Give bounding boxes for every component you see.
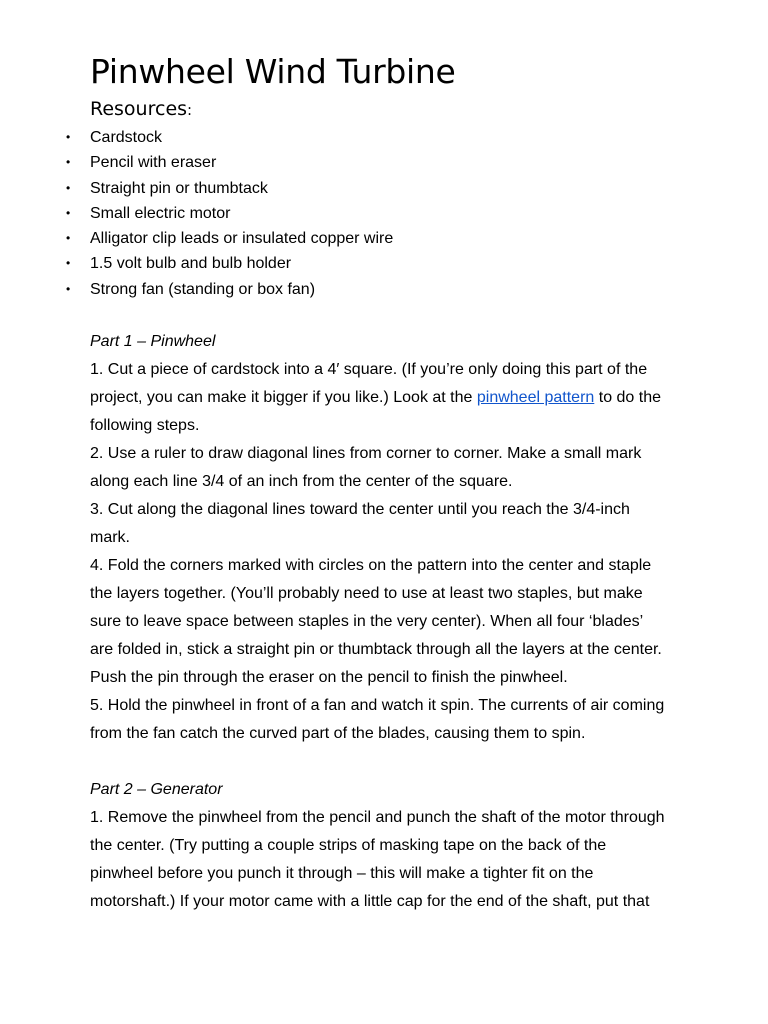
resource-item-text: Straight pin or thumbtack [90, 179, 268, 197]
paragraph-line: the center. (Try putting a couple strips of masking tape on the back of the [90, 837, 607, 854]
page-title: Pinwheel Wind Turbine [90, 52, 456, 91]
paragraph-line: from the fan catch the curved part of the blades, causing them to spin. [90, 725, 586, 742]
paragraph-line: along each line 3/4 of an inch from the center of the square. [90, 473, 513, 490]
bullet-icon: • [66, 130, 71, 144]
resource-item-text: Pencil with eraser [90, 154, 217, 172]
bullet-icon: • [66, 180, 71, 195]
resource-item-text: Small electric motor [90, 204, 231, 222]
paragraph-line: motorshaft.) If your motor came with a little cap for the end of the shaft, put that [90, 893, 650, 910]
paragraph-line: the layers together. (You’ll probably need to use at least two staples, but make [90, 585, 643, 602]
list-item [0, 125, 393, 150]
list-item [0, 150, 393, 175]
section-spacer [90, 748, 690, 776]
link-line-suffix: to do the [594, 389, 662, 406]
list-item [0, 201, 393, 226]
pinwheel-pattern-link[interactable]: pinwheel pattern [476, 389, 595, 406]
resource-item-text: Strong fan (standing or box fan) [90, 280, 316, 298]
paragraph-line-with-link [90, 384, 690, 412]
resource-item-text: Alligator clip leads or insulated copper wire [90, 230, 394, 248]
list-item [0, 277, 393, 302]
part1-heading: Part 1 – Pinwheel [90, 333, 216, 350]
paragraph-line: mark. [90, 529, 130, 546]
paragraph-line: are folded in, stick a straight pin or thumbtack through all the layers at the center. [90, 641, 662, 658]
resources-list [0, 125, 393, 302]
resource-item-text: 1.5 volt bulb and bulb holder [90, 255, 292, 273]
resources-heading-text: Resources [90, 98, 188, 120]
instructions-body [90, 328, 690, 916]
paragraph-line: 3. Cut along the diagonal lines toward the center until you reach the 3/4-inch [90, 501, 630, 518]
bullet-icon: • [66, 231, 71, 246]
paragraph-line: 2. Use a ruler to draw diagonal lines from corner to corner. Make a small mark [90, 445, 642, 462]
bullet-icon: • [66, 281, 71, 296]
list-item [0, 226, 393, 251]
paragraph-line: pinwheel before you punch it through – this will make a tighter fit on the [90, 865, 594, 882]
bullet-icon: • [66, 205, 71, 220]
paragraph-line: 1. Cut a piece of cardstock into a 4′ square. (If you’re only doing this part of the [90, 361, 648, 378]
list-item [0, 176, 393, 201]
paragraph-line: following steps. [90, 417, 200, 434]
part2-heading: Part 2 – Generator [90, 781, 223, 798]
resource-item-text: Cardstock [90, 129, 163, 146]
paragraph-line: sure to leave space between staples in the very center). When all four ‘blades’ [90, 613, 644, 630]
list-item [0, 251, 393, 276]
paragraph-line: 4. Fold the corners marked with circles on the pattern into the center and staple [90, 557, 652, 574]
link-line-prefix: project, you can make it bigger if you like.) Look at the [90, 389, 477, 406]
resources-heading [90, 96, 192, 123]
resources-heading-colon: : [187, 101, 193, 119]
paragraph-line: 1. Remove the pinwheel from the pencil and punch the shaft of the motor through [90, 809, 665, 826]
paragraph-line: Push the pin through the eraser on the pencil to finish the pinwheel. [90, 669, 568, 686]
paragraph-line: 5. Hold the pinwheel in front of a fan and watch it spin. The currents of air coming [90, 697, 665, 714]
bullet-icon: • [66, 155, 71, 170]
bullet-icon: • [66, 256, 71, 271]
